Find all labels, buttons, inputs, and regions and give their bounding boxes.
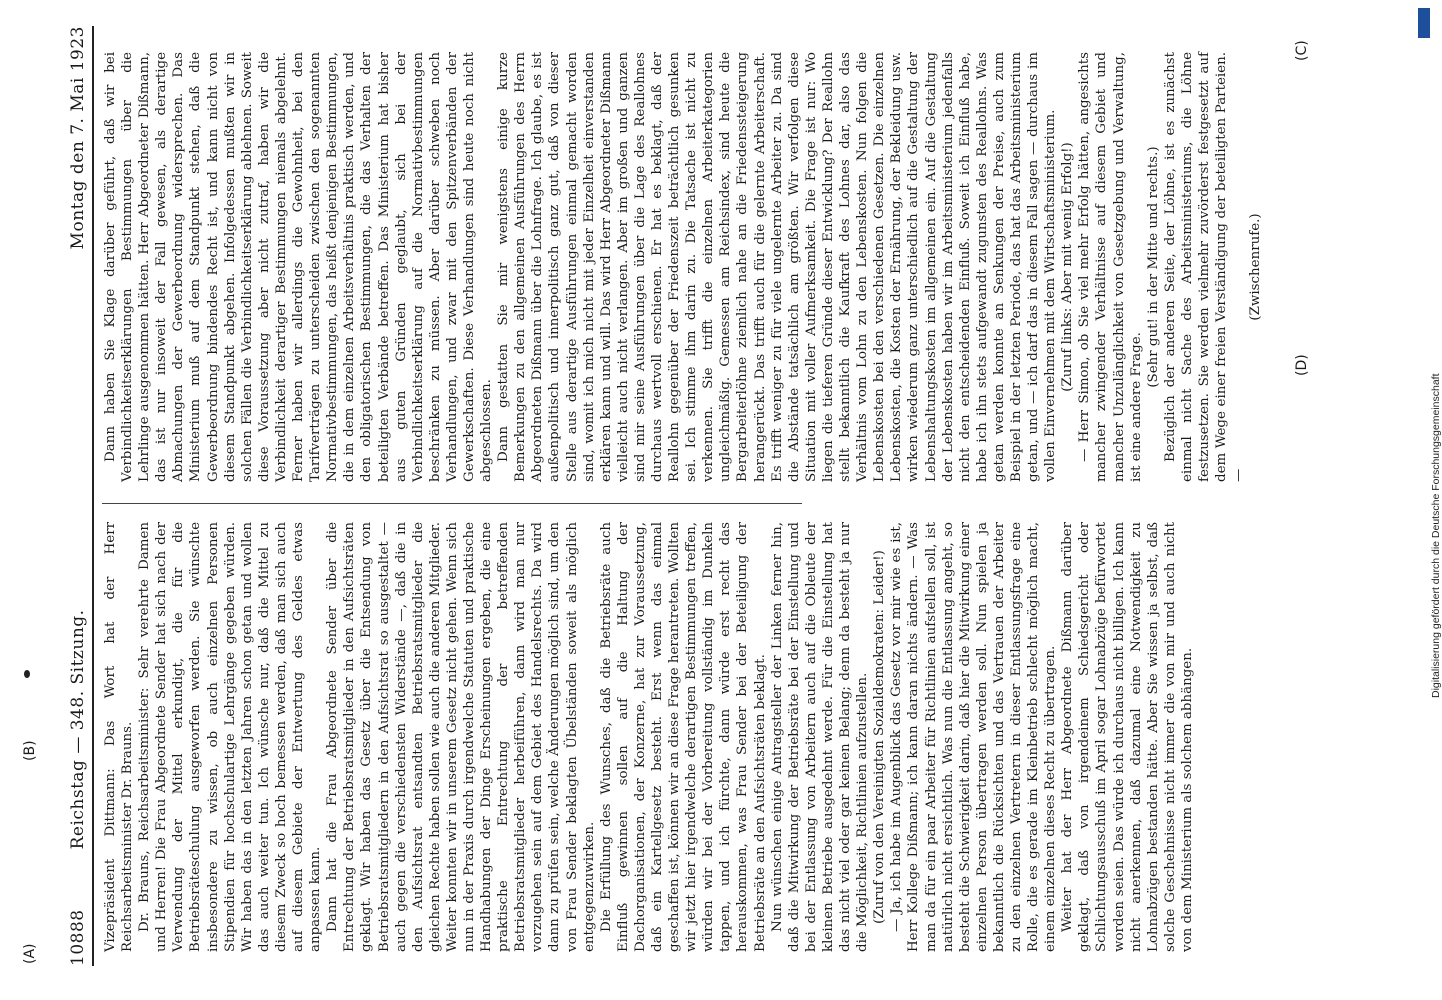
paragraph: Nun wünschen einige Antragsteller der Linken ferner hin, daß die Mitwirkung der Betriebsräte bei der Einstellung und bei der Entlassung von Arbeitern auch auf die Obleute der kleinen Betriebe ausgedehnt werde. Für die Einstellung hat das nicht viel oder gar keinen Belang; denn da besteht ja nur die Möglichkeit, Richtlinien aufzustellen. xyxy=(769,522,871,952)
interjection: (Zwischenrufe.) xyxy=(1248,213,1264,321)
interjection: (Sehr gut! in der Mitte und rechts.) xyxy=(1145,146,1161,388)
interjection: (Zuruf von den Vereinigten Sozialdemokraten: Leider!) xyxy=(872,550,888,924)
header-right: Montag den 7. Mai 1923 xyxy=(68,26,88,250)
credit-strip xyxy=(1418,8,1442,998)
paragraph: Dann gestatten Sie mir wenigstens einige kurze Bemerkungen zu den allgemeinen Ausführungen des Herrn Abgeordneten Dißmann über die Lohnfrage. Ich glaube, es ist außenpolitisch und innerpolitisch ganz gut, daß von dieser Stelle aus derartige Ausführungen einmal gemacht worden sind, womit ich mich nicht mit jeder Einzelheit einverstanden erklären kann und will. Das wird Herr Abgeordneter Dißmann vielleicht auch nicht verlangen. Aber im großen und ganzen sind mir seine Ausführungen über die Lage des Reallohnes durchaus wertvoll erschienen. Er hat es beklagt, daß der Reallohn gegenüber der Friedenszeit beträchtlich gesunken sei. Ich stimme ihm darin zu. Die Tatsache ist nicht zu verkennen. Sie trifft die einzelnen Arbeiterkategorien ungleichmäßig. Gemessen am Reichsindex, sind heute die Bergarbeiterlöhne ziemlich nahe an die Friedenssteigerung herangerückt. Das trifft auch für die gelernte Arbeiterschaft. Es trifft weniger zu für viele ungelernte Arbeiter zu. Da sind die Abstände tatsächlich am größten. Wir verfolgen diese Situation mit voller Aufmerksamkeit. Die Frage ist nur: Wo liegen die tieferen Gründe dieser Entwicklung? Der Reallohn stellt bekanntlich die Kaufkraft des Lohnes dar, also das Verhältnis vom Lohn zu den Lebenskosten. Nun folgen die Lebenskosten bei den verschiedenen Gesetzen. Die einzelnen Lebenskosten, die Kosten der Ernährung, der Bekleidung usw. wirken wiederum ganz unterschiedlich auf die Gestaltung der Lebenshaltungskosten im allgemeinen ein. Auf die Gestaltung der Lebenskosten haben wir im Arbeitsministerium jedenfalls nicht den entscheidenden Einfluß. Soweit ich Einfluß habe, habe ich ihn stets aufgewandt zugunsten des Reallohns. Was getan werden konnte an Senkungen der Preise, auch zum Beispiel in der letzten Periode, das hat das Arbeitsministerium getan, und — ich darf das in diesem Fall sagen — durchaus im vollen Einvernehmen mit dem Wirtschaftsministerium. xyxy=(496,52,1059,482)
margin-marker-a: (A) xyxy=(22,943,38,964)
interjection: (Zuruf links: Aber mit wenig Erfolg!) xyxy=(1060,142,1076,392)
column-left xyxy=(102,522,1312,952)
paragraph: — Ja, ich habe im Augenblick das Gesetz vor mir wie es ist, Herr Kollege Dißmann; ich kann daran nichts ändern. — Was man da für ein paar Arbeiter für Richtlinien aufstellen soll, ist natürlich nicht ersichtlich. Was nun die Entlassung angeht, so besteht die Schwierigkeit darin, daß hier die Mitwirkung einer einzelnen Person übertragen werden soll. Nun spielen ja bekanntlich die Rücksichten und das Vertrauen der Arbeiter zu den einzelnen Vertretern in dieser Entlassungsfrage eine Rolle, die es gerade im Kleinbetrieb schlecht möglich macht, einem einzelnen dieses Recht zu übertragen. xyxy=(889,522,1059,952)
paragraph: Dr. Brauns, Reichsarbeitsminister: Sehr verehrte Damen und Herren! Die Frau Abgeordnete Sender hat sich nach der Verwendung der Mittel erkundigt, die für die Betriebsräteschulung ausgeworfen werden. Sie wünschte insbesondere zu wissen, ob auch einzelnen Personen Stipendien für hochschulartige Lehrgänge gegeben würden. Wir haben das in den letzten Jahren schon getan und wollen das auch weiter tun. Ich wünsche nur, daß die Mittel zu diesem Zweck so hoch bemessen werden, daß man sich auch auf diesem Gebiete der Entwertung des Geldes etwas anpassen kann. xyxy=(137,522,324,952)
paragraph: Weiter hat der Herr Abgeordnete Dißmann darüber geklagt, daß von irgendeinem Schiedsgericht oder Schlichtungsausschuß im April sogar Lohnabzüge befürwortet worden seien. Das würde ich durchaus nicht billigen. Ich kann nicht anerkennen, daß dazumal eine Notwendigkeit zu Lohnabzügen bestanden hätte. Aber Sie wissen ja selbst, daß solche Geschehnisse nicht immer die von mir und auch nicht von dem Ministerium als solchem abhängen. xyxy=(1060,522,1195,952)
digitization-credit: Digitalisierung gefördert durch die Deutsche Forschungsgemeinschaft xyxy=(1430,373,1442,698)
paragraph: Bezüglich der anderen Seite, der Löhne, ist es zunächst einmal nicht Sache des Arbeitsministeriums, die Löhne festzusetzen. Sie werden vielmehr zuvörderst festgesetzt auf dem Wege einer freien Verständigung der beteiligten Parteien. — xyxy=(1162,52,1247,482)
header-rule xyxy=(92,26,94,966)
margin-marker-c: (C) xyxy=(1294,40,1310,61)
paragraph: — Herr Simon, ob Sie viel mehr Erfolg hätten, angesichts mancher zwingender Verhältnisse auf diesem Gebiet und mancher Unzulänglichkeit von Gesetzgebung und Verwaltung, ist eine andere Frage. xyxy=(1077,52,1144,482)
paragraph: Vizepräsident Dittmann: Das Wort hat der Herr Reichsarbeitsminister Dr. Brauns. xyxy=(103,522,136,952)
column-right xyxy=(102,52,1312,482)
paragraph: Die Erfüllung des Wunsches, daß die Betriebsräte auch Einfluß gewinnen sollen auf die Haltung der Dachorganisationen, der Konzerne, hat zur Voraussetzung, daß ein Kartellgesetz besteht. Erst wenn das einmal geschaffen ist, können wir an diese Frage herantreten. Wollten wir jetzt hier irgendwelche derartigen Bestimmungen treffen, würden wir bei der Vorbereitung vollständig im Dunkeln tappen, und ich fürchte, dann würde erst recht das herauskommen, was Frau Sender bei der Beteiligung der Betriebsräte an den Aufsichtsräten beklagt. xyxy=(598,522,768,952)
running-header xyxy=(68,26,88,966)
margin-marker-d: (D) xyxy=(1294,354,1310,376)
paragraph: Dann haben Sie Klage darüber geführt, daß wir bei Verbindlichkeitserklärungen Bestimmungen über die Lehrlinge ausgenommen hätten. Herr Abgeordneter Dißmann, das ist nur insoweit der Fall gewesen, als derartige Abmachungen der Gewerbeordnung widersprechen. Das Ministerium muß auf dem Standpunkt stehen, daß die Gewerbeordnung bindendes Recht ist, und kann nicht von diesem Standpunkt abgehen. Infolgedessen mußten wir in solchen Fällen die Verbindlichkeitserklärung ablehnen. Soweit diese Voraussetzung aber nicht zutraf, haben wir die Verbindlichkeit derartiger Bestimmungen niemals abgelehnt. Ferner haben wir allerdings die Gewohnheit, bei den Tarifverträgen zu unterscheiden zwischen den sogenannten Normativbestimmungen, das heißt denjenigen Bestimmungen, die in dem einzelnen Arbeitsverhältnis praktisch werden, und den obligatorischen Bestimmungen, die das Verhalten der beteiligten Verbände betreffen. Das Ministerium hat bisher aus guten Gründen geglaubt, sich bei der Verbindlichkeitserklärung auf die Normativbestimmungen beschränken zu müssen. Aber darüber schweben noch Verhandlungen, und zwar mit den Spitzenverbänden der Gewerkschaften. Diese Verhandlungen sind heute noch nicht abgeschlossen. xyxy=(103,52,495,482)
column-divider xyxy=(102,503,802,504)
paragraph: Dann hat die Frau Abgeordnete Sender über die Entrechtung der Betriebsratsmitglieder in den Aufsichtsräten geklagt. Wir haben das Gesetz über die Entsendung von Betriebsratsmitgliedern in den Aufsichtsrat so ausgestaltet — auch gegen die verschiedensten Widerstände —, daß die in den Aufsichtsrat entsandten Betriebsratsmitglieder die gleichen Rechte haben sollen wie auch die anderen Mitglieder. Weiter konnten wir in unserem Gesetz nicht gehen. Wenn sich nun in der Praxis durch irgendwelche Statuten und praktische Handhabungen der Dinge Erscheinungen ergeben, die eine praktische Entrechtung der betreffenden Betriebsratsmitglieder herbeiführen, dann wird man nur vorzugehen sein auf dem Gebiet des Handelsrechts. Da wird dann zu prüfen sein, welche Änderungen möglich sind, um den von Frau Sender beklagten Übelständen soweit als möglich entgegenzuwirken. xyxy=(325,522,597,952)
header-left: Reichstag — 348. Sitzung. xyxy=(68,609,88,850)
margin-marker-b: (B) xyxy=(22,740,38,761)
page-number: 10888 xyxy=(68,909,88,966)
ink-dot xyxy=(24,670,30,678)
rotated-page xyxy=(22,26,1320,966)
